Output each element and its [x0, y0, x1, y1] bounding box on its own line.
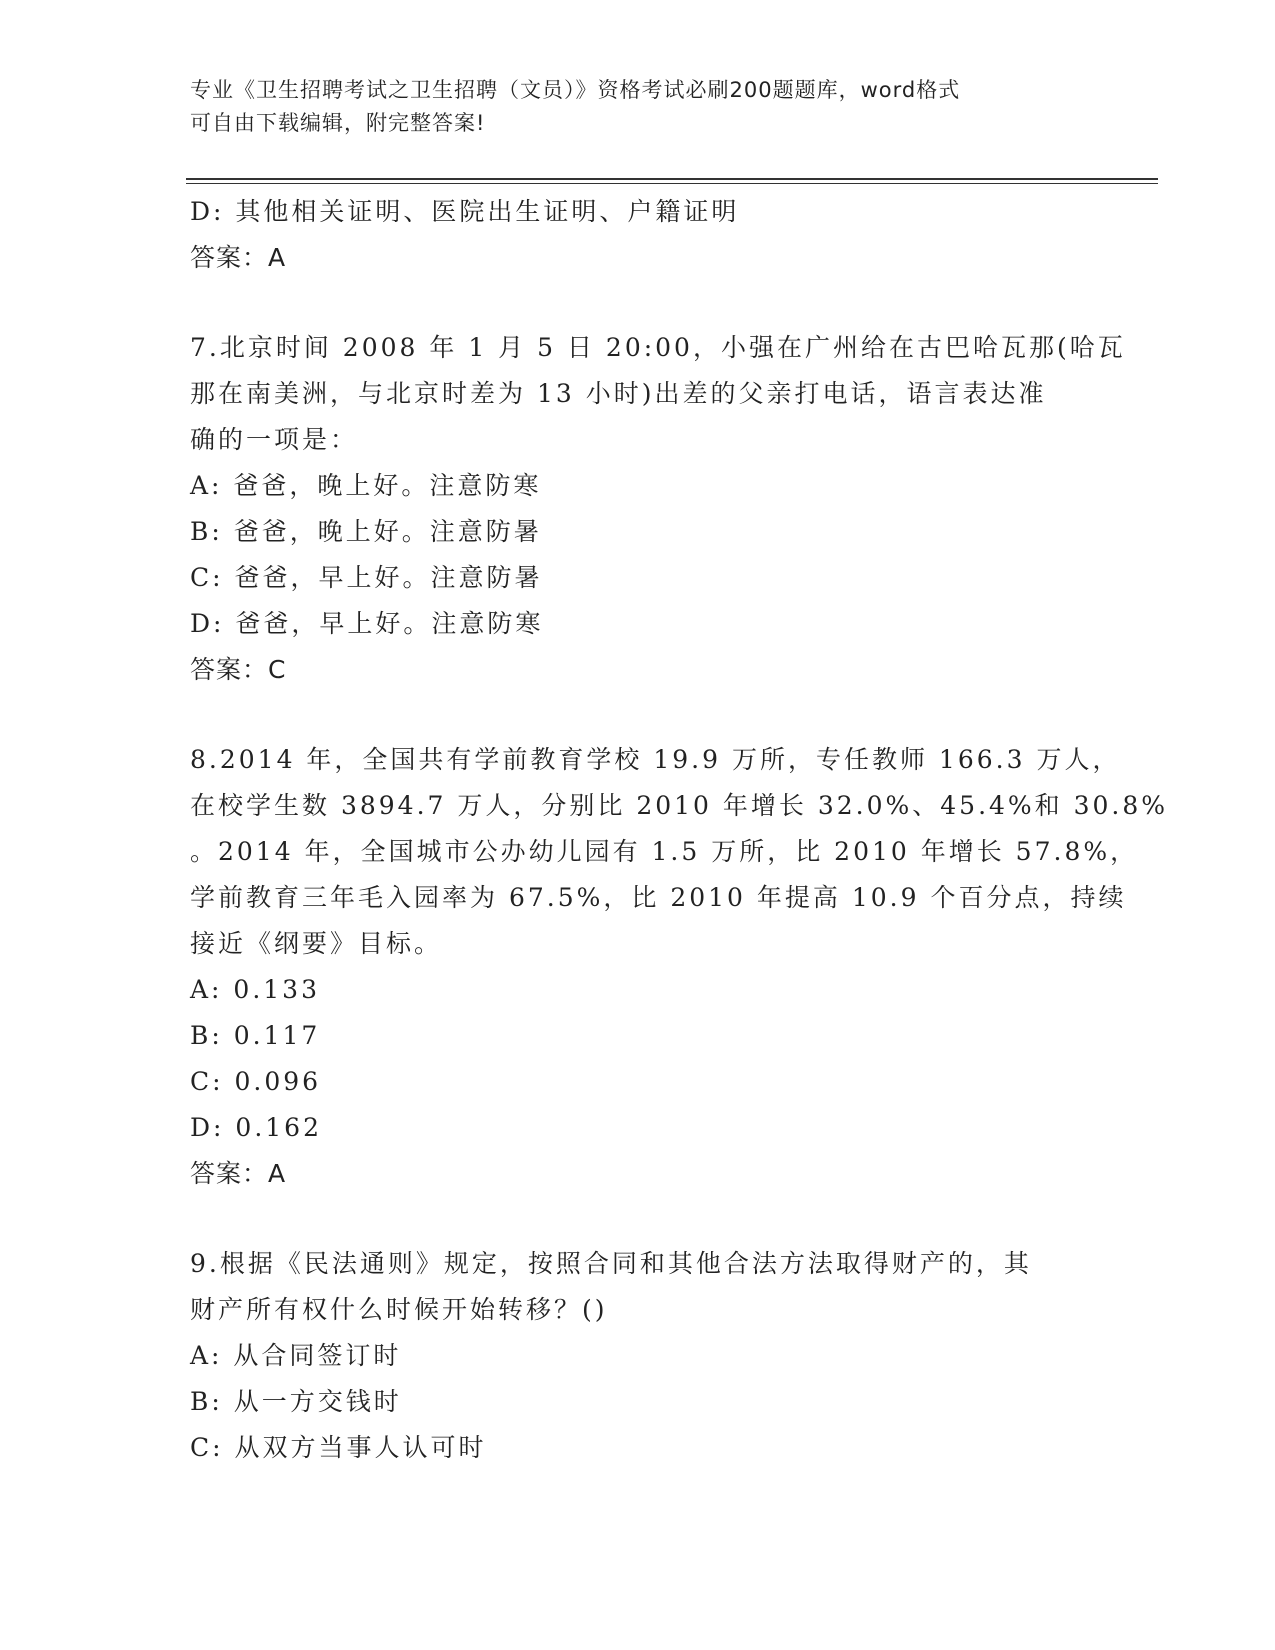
question-stem-line: 学前教育三年毛入园率为 67.5%，比 2010 年提高 10.9 个百分点，持续 — [190, 883, 1127, 912]
option-c: C: 爸爸，早上好。注意防暑 — [190, 563, 543, 592]
answer-line: 答案：A — [190, 1159, 287, 1188]
question-7 — [190, 325, 1126, 693]
question-9 — [190, 1241, 1090, 1471]
question-stem-line: 9.根据《民法通则》规定，按照合同和其他合法方法取得财产的，其 — [190, 1249, 1032, 1278]
header-title-line-2: 可自由下载编辑，附完整答案! — [190, 111, 486, 135]
spacer — [190, 281, 1090, 325]
document-body — [190, 189, 1169, 1471]
question-8 — [190, 737, 1169, 1197]
option-b: B: 从一方交钱时 — [190, 1387, 402, 1416]
question-stem-line: 那在南美洲，与北京时差为 13 小时)出差的父亲打电话，语言表达准 — [190, 379, 1047, 408]
option-b: B: 0.117 — [190, 1021, 321, 1050]
option-d: D: 其他相关证明、医院出生证明、户籍证明 — [190, 197, 740, 226]
option-a: A: 从合同签订时 — [190, 1341, 402, 1370]
question-stem-line: 财产所有权什么时候开始转移？() — [190, 1295, 608, 1324]
question-stem-line: 8.2014 年，全国共有学前教育学校 19.9 万所，专任教师 166.3 万人， — [190, 745, 1121, 774]
question-stem-line: 接近《纲要》目标。 — [190, 929, 443, 958]
header-divider-thin — [186, 183, 1158, 184]
question-stem-line: 在校学生数 3894.7 万人，分别比 2010 年增长 32.0%、45.4%和 30.8% — [190, 791, 1169, 820]
answer-line: 答案：A — [190, 243, 287, 272]
option-d: D: 0.162 — [190, 1113, 322, 1142]
option-a: A: 爸爸，晚上好。注意防寒 — [190, 471, 542, 500]
answer-line: 答案：C — [190, 655, 287, 684]
option-c: C: 0.096 — [190, 1067, 322, 1096]
option-a: A: 0.133 — [190, 975, 320, 1004]
previous-question-tail — [190, 189, 1090, 281]
option-d: D: 爸爸，早上好。注意防寒 — [190, 609, 544, 638]
option-b: B: 爸爸，晚上好。注意防暑 — [190, 517, 542, 546]
spacer — [190, 693, 1090, 737]
question-stem-line: 。2014 年，全国城市公办幼儿园有 1.5 万所，比 2010 年增长 57.8%， — [190, 837, 1139, 866]
header-title-line-1: 专业《卫生招聘考试之卫生招聘（文员）》资格考试必刷200题题库，word格式 — [190, 78, 961, 102]
spacer — [190, 1197, 1090, 1241]
document-header — [190, 74, 1090, 140]
question-stem-line: 7.北京时间 2008 年 1 月 5 日 20:00，小强在广州给在古巴哈瓦那(哈瓦 — [190, 333, 1126, 362]
question-stem-line: 确的一项是： — [190, 425, 359, 454]
header-divider — [186, 178, 1158, 180]
option-c: C: 从双方当事人认可时 — [190, 1433, 487, 1462]
